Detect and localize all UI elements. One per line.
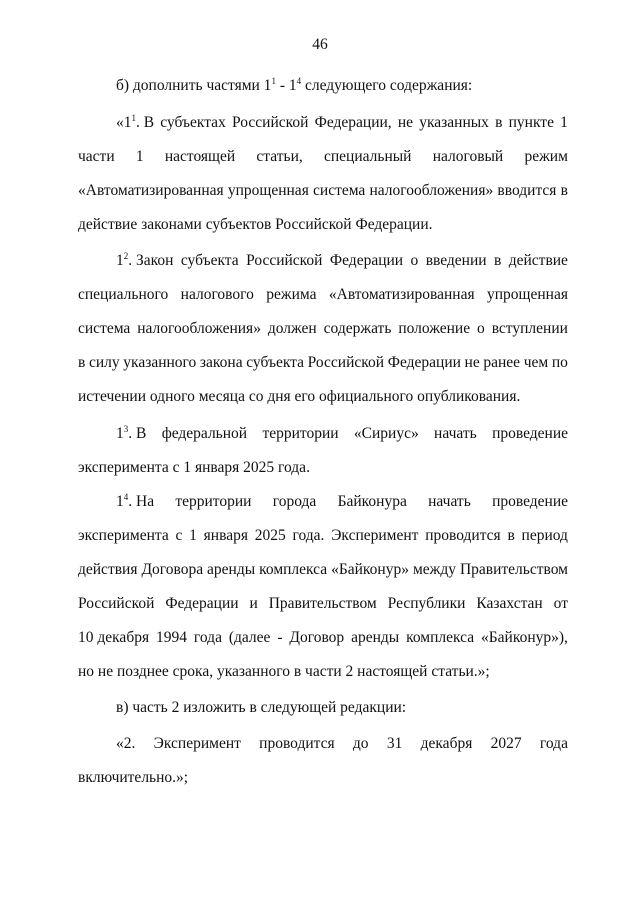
part-1-1-line-4: действие законами субъектов Российской Федерации. bbox=[78, 216, 433, 233]
part-1-2-line-4: в силу указанного закона субъекта Российской Федерации не ранее чем по bbox=[78, 354, 568, 371]
part-1-2-line-3: система налогообложения» должен содержать положение о вступлении bbox=[78, 320, 568, 337]
part-1-2-line-1: $1^2$. Закон субъекта Российской Федерации о введении в действие bbox=[116, 251, 568, 269]
part-1-2-line-5: истечении одного месяца со дня его официального опубликования. bbox=[78, 388, 521, 405]
part-2-line-2: включительно.»; bbox=[78, 769, 189, 786]
part-1-1-line-3: «Автоматизированная упрощенная система налогообложения» вводится в bbox=[78, 182, 568, 199]
part-1-1-line-1: «$1^1$. В субъектах Российской Федерации, не указанных в пункте 1 bbox=[116, 113, 568, 131]
part-1-3-line-2: эксперимента с 1 января 2025 года. bbox=[78, 459, 310, 476]
page-number: 46 bbox=[312, 36, 328, 53]
part-1-1-line-2: части 1 настоящей статьи, специальный налоговый режим bbox=[78, 148, 568, 165]
part-1-4-line-6: но не позднее срока, указанного в части 2 настоящей статьи.»; bbox=[78, 663, 490, 680]
part-1-4-line-2: эксперимента с 1 января 2025 года. Эксперимент проводится в период bbox=[78, 527, 568, 544]
item-b-line: б) дополнить частями $1^1 - 1^4$ следующего содержания: bbox=[116, 76, 473, 94]
part-1-4-line-5: 10 декабря 1994 года (далее - Договор аренды комплекса «Байконур»), bbox=[78, 629, 568, 646]
part-1-4-line-3: действия Договора аренды комплекса «Байконур» между Правительством bbox=[78, 561, 568, 578]
part-1-3-line-1: $1^3$. В федеральной территории «Сириус» начать проведение bbox=[116, 424, 568, 442]
part-1-4-line-1: $1^4$. На территории города Байконура начать проведение bbox=[116, 492, 568, 510]
item-v-line: в) часть 2 изложить в следующей редакции: bbox=[116, 699, 407, 716]
part-2-line-1: «2. Эксперимент проводится до 31 декабря 2027 года bbox=[116, 735, 568, 752]
part-1-2-line-2: специального налогового режима «Автоматизированная упрощенная bbox=[78, 286, 568, 303]
part-1-4-line-4: Российской Федерации и Правительством Республики Казахстан от bbox=[78, 595, 568, 612]
